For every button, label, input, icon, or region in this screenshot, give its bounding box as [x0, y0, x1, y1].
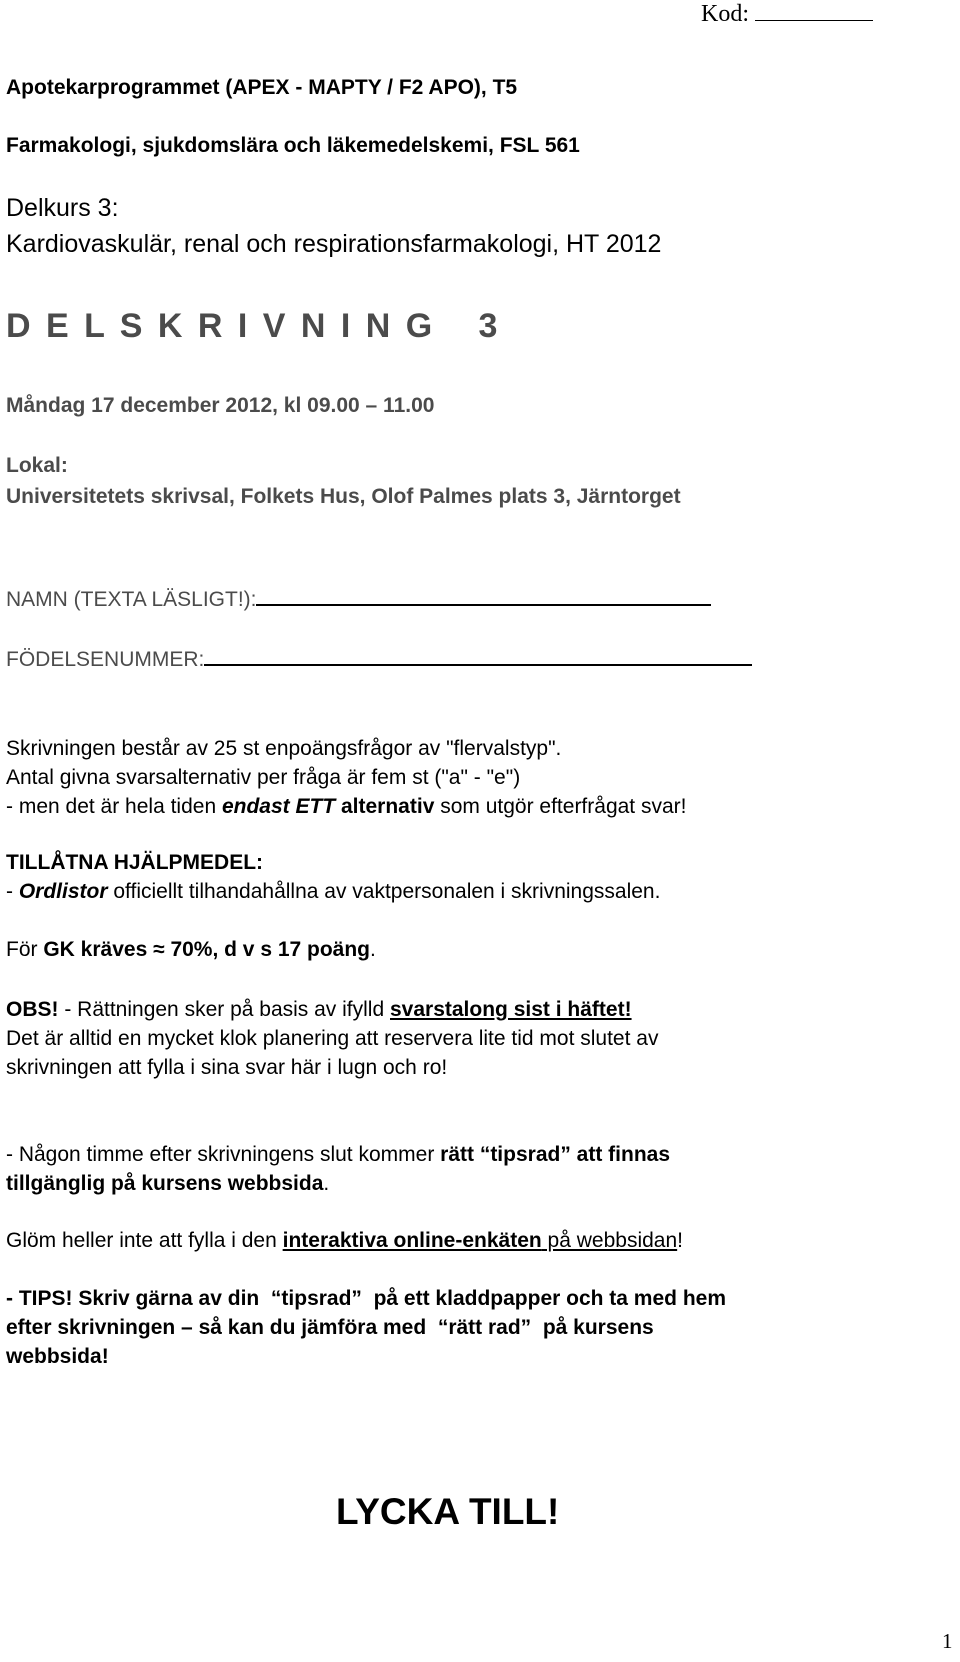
tips-bold: rätt “tipsrad” att finnas	[440, 1143, 671, 1166]
info-line-3	[6, 794, 686, 820]
code-field	[701, 0, 873, 28]
tips-dot: .	[323, 1172, 330, 1195]
page-number: 1	[942, 1629, 953, 1653]
info-emphasis: endast ETT	[221, 795, 336, 818]
tips-text: - Någon timme efter skrivningens slut kommer	[6, 1143, 441, 1166]
survey-line	[6, 1228, 683, 1254]
tips2-line-1: - TIPS! Skriv gärna av din “tipsrad” på ett kladdpapper och ta med hem	[6, 1287, 726, 1310]
code-blank	[755, 0, 873, 21]
tips2-line-2: efter skrivningen – så kan du jämföra med “rätt rad” på kursens	[6, 1316, 654, 1339]
code-label: Kod:	[701, 1, 749, 27]
course-title: Farmakologi, sjukdomslära och läkemedelskemi, FSL 561	[6, 134, 580, 157]
part-title: Kardiovaskulär, renal och respirationsfarmakologi, HT 2012	[6, 230, 662, 258]
aids-dictionaries: Ordlistor	[18, 880, 108, 903]
name-blank	[256, 586, 711, 606]
obs-line-3: skrivningen att fylla i sina svar här i lugn och ro!	[6, 1056, 448, 1079]
survey-webpage: på webbsidan	[541, 1229, 678, 1252]
aids-text: officiellt tilhandahållna av vaktpersonalen i skrivningssalen.	[107, 880, 661, 903]
tips2-line-3: webbsida!	[6, 1345, 109, 1368]
obs-answer-sheet: svarstalong sist i häftet!	[390, 998, 632, 1021]
tips-line-1	[6, 1142, 670, 1168]
birth-number-field	[6, 646, 752, 673]
aids-dash: -	[6, 880, 19, 903]
info-line-3-part: - men det är hela tiden	[6, 795, 222, 818]
exam-date: Måndag 17 december 2012, kl 09.00 – 11.00	[6, 394, 435, 417]
grade-requirement	[6, 937, 376, 963]
aids-title: TILLÅTNA HJÄLPMEDEL:	[6, 851, 264, 874]
tips-website: tillgänglig på kursens webbsida	[6, 1172, 324, 1195]
location-label: Lokal:	[6, 454, 68, 477]
grade-dot: .	[370, 938, 376, 961]
exam-title: D E L S K R I V N I N G 3	[6, 307, 498, 345]
part-label: Delkurs 3:	[6, 194, 119, 222]
obs-line-2: Det är alltid en mycket klok planering att reservera lite tid mot slutet av	[6, 1027, 659, 1050]
program-title: Apotekarprogrammet (APEX - MAPTY / F2 APO), T5	[6, 76, 518, 99]
good-luck: LYCKA TILL!	[336, 1491, 560, 1532]
obs-text: - Rättningen sker på basis av ifylld	[58, 998, 390, 1021]
tips-line-2	[6, 1171, 329, 1197]
info-line-3-end: som utgör efterfrågat svar!	[434, 795, 687, 818]
name-field	[6, 586, 711, 613]
grade-value: GK kräves ≈ 70%, d v s 17 poäng	[43, 938, 371, 961]
name-label: NAMN (TEXTA LÄSLIGT!):	[6, 588, 257, 611]
survey-text: Glöm heller inte att fylla i den	[6, 1229, 283, 1252]
obs-label: OBS!	[6, 998, 59, 1021]
birth-number-blank	[204, 646, 752, 666]
survey-link: interaktiva online-enkäten	[282, 1229, 542, 1252]
aids-item	[6, 879, 660, 905]
info-alternative: alternativ	[341, 795, 435, 818]
info-line-2: Antal givna svarsalternativ per fråga är fem st ("a" - "e")	[6, 766, 521, 789]
survey-excl: !	[677, 1229, 683, 1252]
info-line-1: Skrivningen består av 25 st enpoängsfrågor av "flervalstyp".	[6, 737, 562, 760]
grade-prefix: För	[6, 938, 44, 961]
obs-line-1	[6, 997, 632, 1023]
location-value: Universitetets skrivsal, Folkets Hus, Olof Palmes plats 3, Järntorget	[6, 485, 681, 508]
birth-number-label: FÖDELSENUMMER:	[6, 648, 205, 671]
